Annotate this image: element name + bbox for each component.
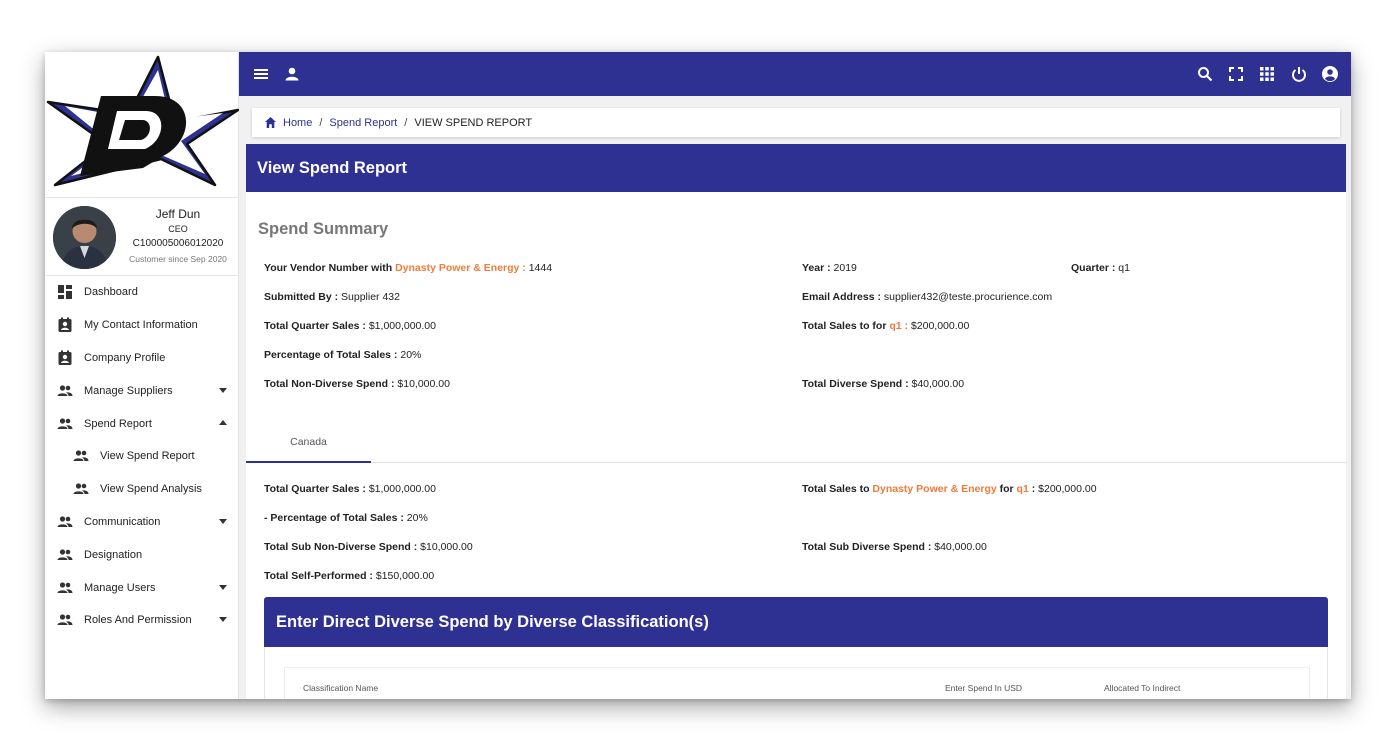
field-label: - Percentage of Total Sales : xyxy=(264,512,407,524)
classification-card-header xyxy=(264,597,1328,647)
sidebar-item-label: View Spend Analysis xyxy=(100,483,202,496)
contact-card-icon xyxy=(57,317,73,333)
field-value: supplier432@teste.procurience.com xyxy=(883,291,1053,303)
sidebar-item-manage-suppliers[interactable] xyxy=(45,374,239,407)
field-separator: : xyxy=(519,262,529,274)
sidebar-item-label: Communication xyxy=(84,515,161,528)
sidebar-item-view-spend-report[interactable] xyxy=(45,440,239,473)
sidebar-item-communication[interactable] xyxy=(45,506,239,539)
apps-grid-icon[interactable] xyxy=(1257,64,1277,84)
field-value: $1,000,000.00 xyxy=(368,483,436,495)
profile-id: C100005006012020 xyxy=(132,238,224,249)
total-diverse-spend-field xyxy=(802,378,964,390)
field-value: $10,000.00 xyxy=(420,541,473,553)
email-address-field xyxy=(802,291,1052,303)
field-separator: : xyxy=(1028,483,1039,495)
total-self-performed-field xyxy=(264,570,434,582)
percentage-total-sales-field xyxy=(264,349,421,361)
profile-customer-since: Customer since Sep 2020 xyxy=(129,254,227,264)
profile-role: CEO xyxy=(168,224,188,234)
company-highlight: Dynasty Power & Energy xyxy=(872,483,997,495)
field-value: $40,000.00 xyxy=(934,541,987,553)
breadcrumb xyxy=(252,108,1340,137)
contact-card-icon xyxy=(57,350,73,366)
fullscreen-icon[interactable] xyxy=(1226,64,1246,84)
section-title: Spend Summary xyxy=(258,220,389,238)
field-value: $200,000.00 xyxy=(910,320,970,332)
breadcrumb-spend-report-link[interactable]: Spend Report xyxy=(329,116,398,129)
sidebar-item-manage-users[interactable] xyxy=(45,571,239,604)
chevron-down-icon[interactable] xyxy=(219,388,227,393)
total-quarter-sales-field xyxy=(264,320,436,332)
field-label: Total Self-Performed : xyxy=(264,570,376,582)
chevron-down-icon[interactable] xyxy=(219,519,227,524)
breadcrumb-current: VIEW SPEND REPORT xyxy=(414,116,533,129)
sidebar-item-spend-report[interactable] xyxy=(45,407,239,440)
field-label: Total Quarter Sales : xyxy=(264,483,369,495)
classification-card-title: Enter Direct Diverse Spend by Diverse Classification(s) xyxy=(276,612,709,631)
field-label-for: for xyxy=(996,483,1017,495)
sidebar-nav xyxy=(45,276,239,637)
avatar[interactable] xyxy=(53,206,116,269)
field-value: $1,000,000.00 xyxy=(368,320,436,332)
vendor-number-field xyxy=(264,262,552,274)
field-value: $150,000.00 xyxy=(375,570,435,582)
canada-total-quarter-sales-field xyxy=(264,483,436,495)
field-label: Total Sales to for xyxy=(802,320,890,332)
field-label: Total Sub Diverse Spend : xyxy=(802,541,935,553)
total-sales-to-field xyxy=(802,320,969,332)
field-value: q1 xyxy=(1118,262,1130,274)
profile-info xyxy=(123,206,233,266)
total-non-diverse-spend-field xyxy=(264,378,450,390)
column-header-enter-spend: Enter Spend In USD xyxy=(945,683,1023,693)
chevron-down-icon[interactable] xyxy=(219,585,227,590)
field-label: Total Non-Diverse Spend : xyxy=(264,378,398,390)
people-icon xyxy=(57,612,73,628)
app-window xyxy=(45,52,1351,699)
quarter-highlight: q1 xyxy=(1016,483,1029,495)
people-icon xyxy=(73,481,89,497)
quarter-highlight: q1 xyxy=(889,320,902,332)
column-header-classification-name: Classification Name xyxy=(303,683,379,693)
sidebar-item-company-profile[interactable] xyxy=(45,342,239,375)
field-label: Total Diverse Spend : xyxy=(802,378,912,390)
column-header-allocated-to-indirect: Allocated To Indirect xyxy=(1104,683,1181,693)
field-value: $200,000.00 xyxy=(1038,483,1097,495)
sidebar-item-designation[interactable] xyxy=(45,538,239,571)
quarter-field xyxy=(1071,262,1130,274)
sidebar-item-label: Dashboard xyxy=(84,286,138,299)
field-value: 20% xyxy=(400,349,422,361)
chevron-down-icon[interactable] xyxy=(219,617,227,622)
top-bar xyxy=(239,52,1351,96)
field-value: 1444 xyxy=(528,262,553,274)
vendor-company-name: Dynasty Power & Energy xyxy=(395,262,520,274)
people-icon xyxy=(73,448,89,464)
breadcrumb-separator: / xyxy=(404,116,408,129)
sidebar-item-label: View Spend Report xyxy=(100,450,195,463)
dashboard-icon xyxy=(57,284,73,300)
year-field xyxy=(802,262,857,274)
field-label: Year : xyxy=(802,262,834,274)
sidebar xyxy=(45,52,239,699)
submitted-by-field xyxy=(264,291,400,303)
page-header xyxy=(246,144,1346,192)
total-sub-diverse-spend-field xyxy=(802,541,987,553)
sidebar-item-dashboard[interactable] xyxy=(45,276,239,309)
report-content xyxy=(246,144,1346,699)
company-logo xyxy=(45,52,239,198)
people-icon xyxy=(57,514,73,530)
chevron-up-icon[interactable] xyxy=(219,420,227,425)
people-icon xyxy=(57,383,73,399)
tab-canada[interactable]: Canada xyxy=(246,423,371,463)
country-tabs xyxy=(246,423,1346,463)
field-value: $40,000.00 xyxy=(911,378,965,390)
people-icon xyxy=(57,416,73,432)
classification-table xyxy=(284,667,1310,699)
breadcrumb-separator: / xyxy=(319,116,323,129)
field-value: $10,000.00 xyxy=(397,378,450,390)
sidebar-item-label: Company Profile xyxy=(84,351,166,364)
sidebar-item-label: Manage Suppliers xyxy=(84,384,173,397)
sidebar-item-label: Spend Report xyxy=(84,417,152,430)
people-icon xyxy=(57,580,73,596)
field-separator: : xyxy=(901,320,911,332)
page-title: View Spend Report xyxy=(257,158,408,177)
field-label: Percentage of Total Sales : xyxy=(264,349,401,361)
home-icon[interactable] xyxy=(264,116,277,129)
people-icon xyxy=(57,547,73,563)
sidebar-item-roles-and-permission[interactable] xyxy=(45,604,239,637)
field-label: Total Quarter Sales : xyxy=(264,320,369,332)
field-label: Quarter : xyxy=(1071,262,1119,274)
canada-percentage-total-sales-field xyxy=(264,512,428,524)
sidebar-item-label: Manage Users xyxy=(84,581,156,594)
field-label: Total Sub Non-Diverse Spend : xyxy=(264,541,421,553)
classification-card-body xyxy=(264,647,1328,699)
main-area xyxy=(239,52,1351,699)
sidebar-item-label: Roles And Permission xyxy=(84,614,192,627)
sidebar-item-my-contact-information[interactable] xyxy=(45,309,239,342)
field-label: Submitted By : xyxy=(264,291,342,303)
power-icon[interactable] xyxy=(1289,64,1309,84)
user-profile xyxy=(45,198,239,276)
field-label: Email Address : xyxy=(802,291,884,303)
sidebar-item-label: My Contact Information xyxy=(84,319,198,332)
sidebar-item-label: Designation xyxy=(84,548,143,561)
account-circle-icon[interactable] xyxy=(1320,64,1340,84)
field-value: 20% xyxy=(406,512,428,524)
breadcrumb-home-link[interactable]: Home xyxy=(283,116,313,129)
user-icon[interactable] xyxy=(282,64,302,84)
canada-total-sales-to-field xyxy=(802,483,1097,495)
field-value: Supplier 432 xyxy=(341,291,400,303)
field-label: Total Sales to xyxy=(802,483,873,495)
search-icon[interactable] xyxy=(1195,64,1215,84)
menu-icon[interactable] xyxy=(251,64,271,84)
field-label: Your Vendor Number with xyxy=(264,262,396,274)
total-sub-non-diverse-spend-field xyxy=(264,541,473,553)
field-value: 2019 xyxy=(833,262,857,274)
profile-name: Jeff Dun xyxy=(155,207,201,221)
sidebar-item-view-spend-analysis[interactable] xyxy=(45,473,239,506)
